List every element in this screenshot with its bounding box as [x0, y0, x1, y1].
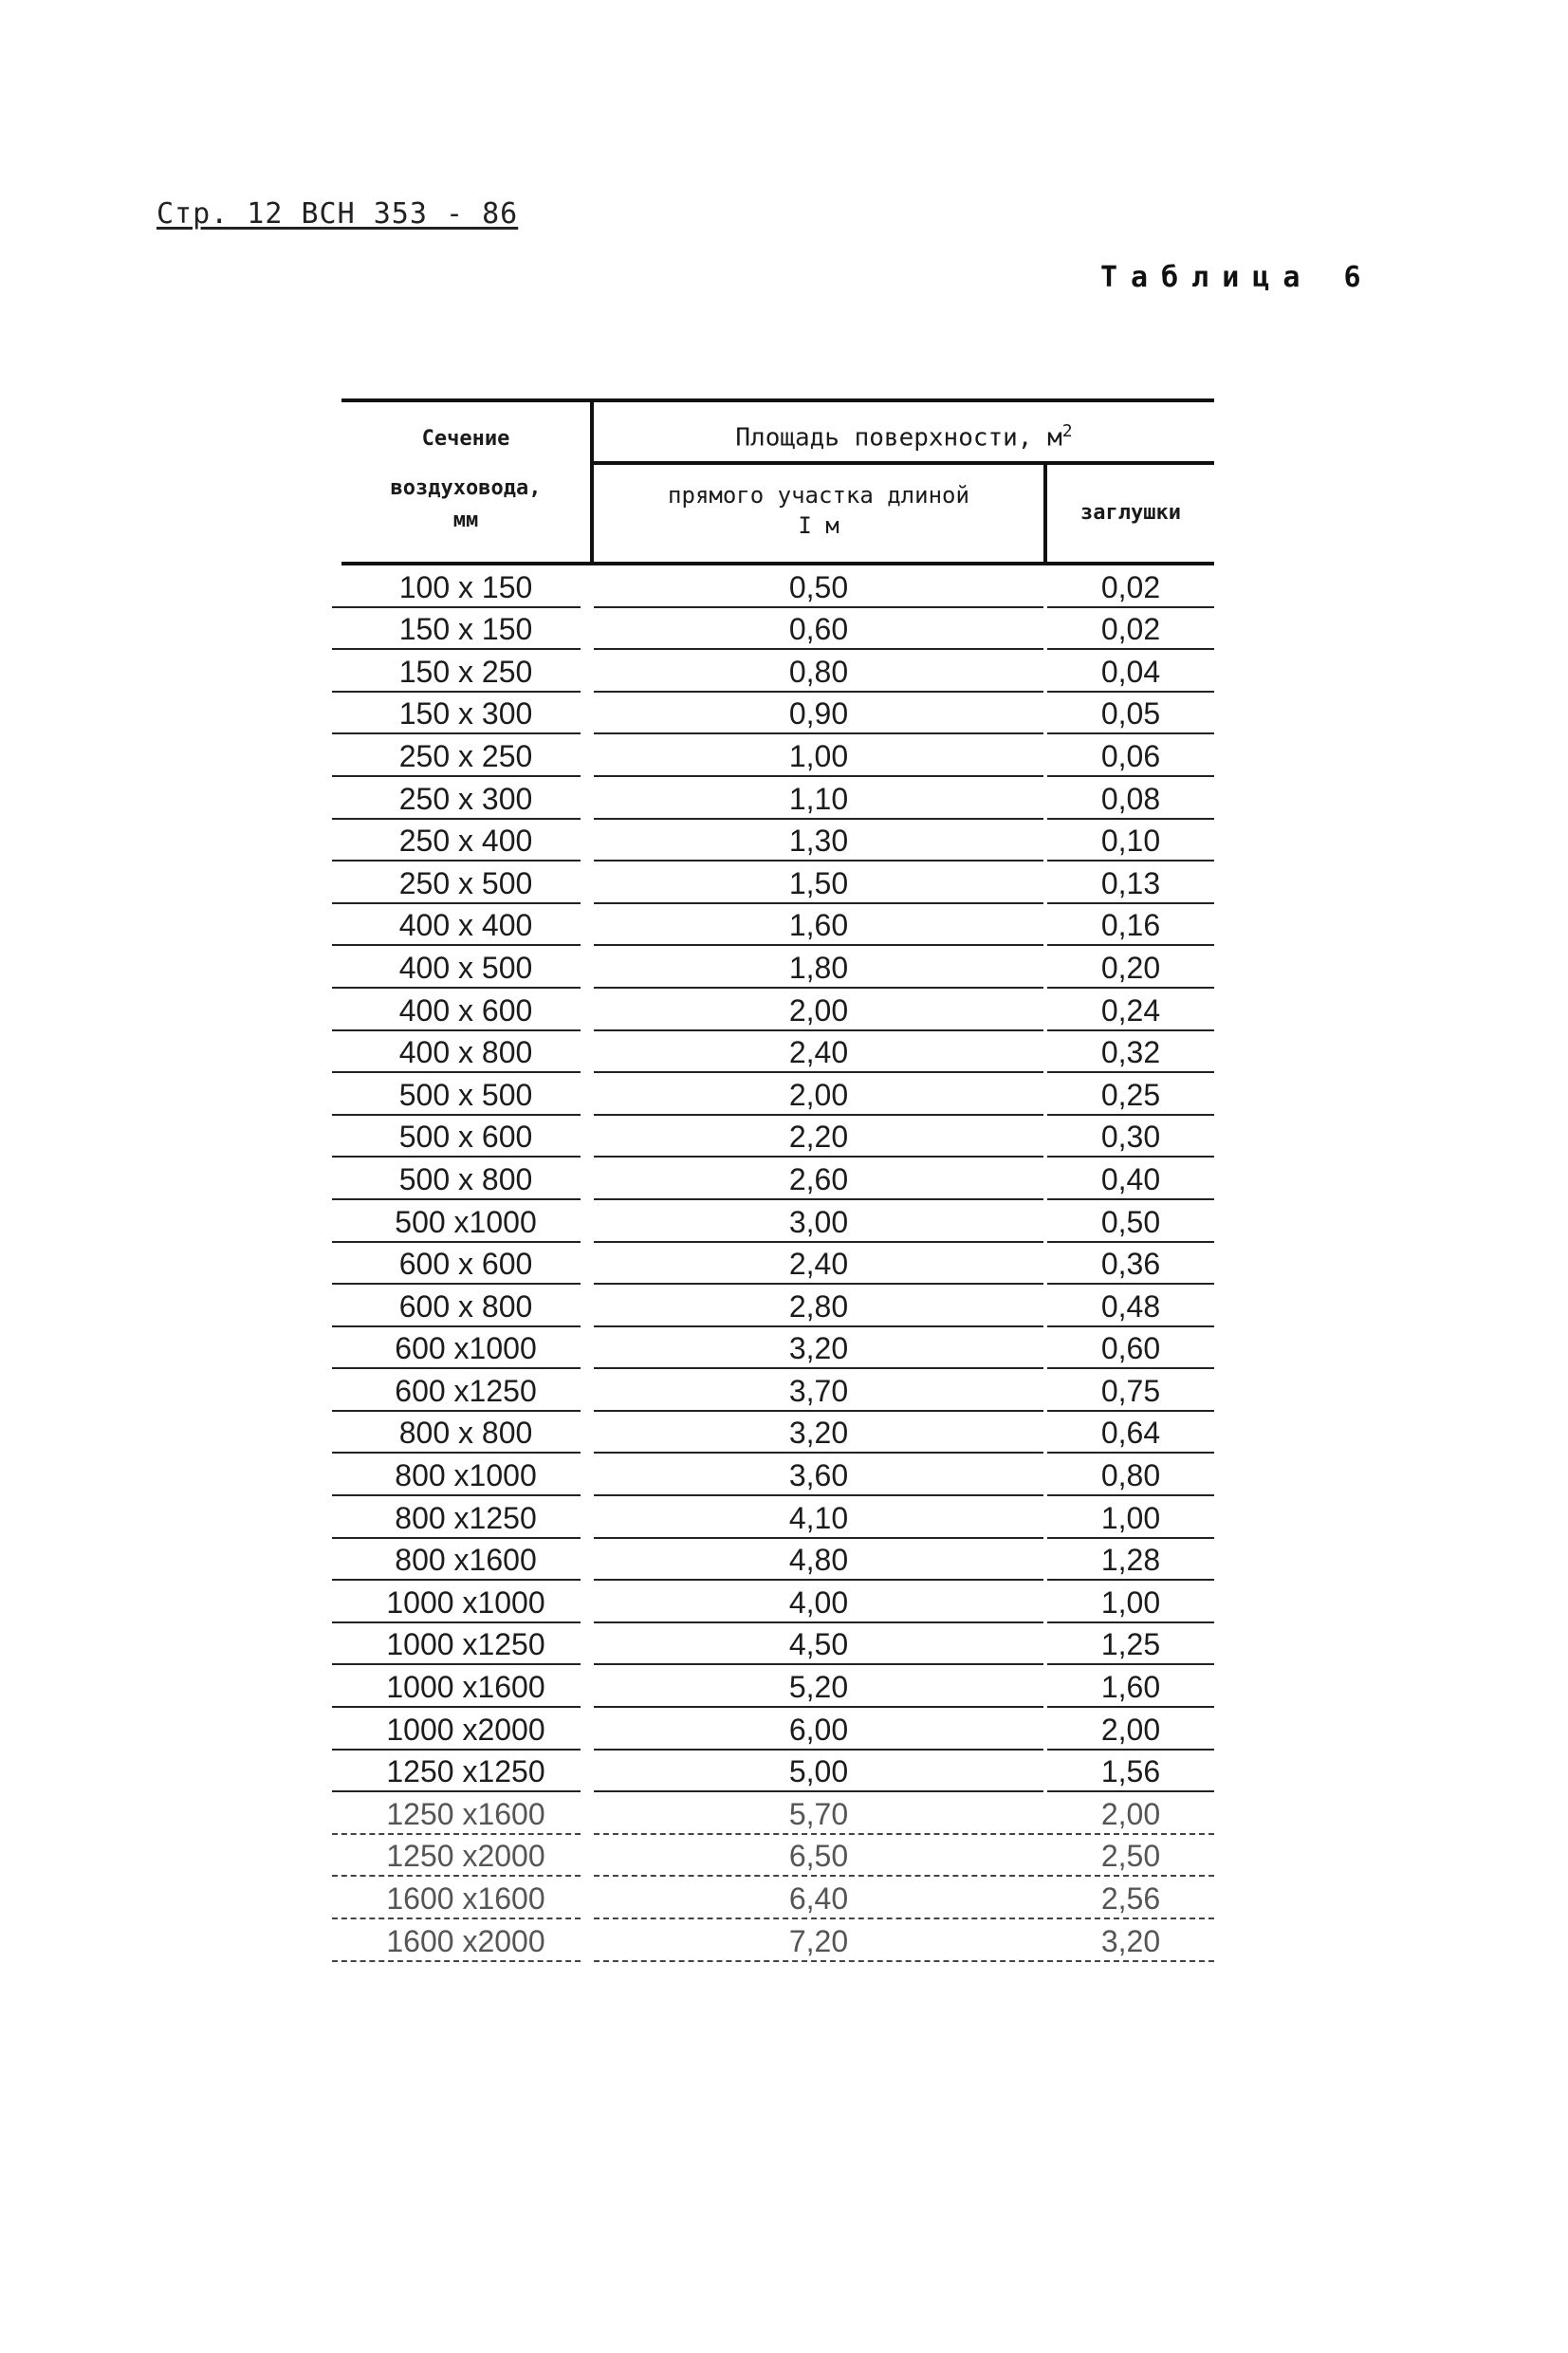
- cell-straight-area: 1,50: [788, 865, 849, 900]
- cell-section: 1000 x1600: [386, 1670, 545, 1705]
- table-row: [341, 734, 1214, 777]
- table-row: [341, 608, 1214, 651]
- table-row: [341, 946, 1214, 989]
- table-row: [341, 904, 1214, 947]
- cell-straight-area: 3,70: [788, 1373, 849, 1408]
- page-header: Стр. 12 ВСН 353 - 86: [157, 197, 519, 231]
- cell-straight-area: 1,30: [788, 824, 849, 859]
- cell-cap-area: 2,00: [1100, 1712, 1161, 1747]
- cell-straight-area: 4,10: [788, 1500, 849, 1535]
- table-row: [341, 1751, 1214, 1793]
- cell-section: 800 x1600: [395, 1543, 537, 1578]
- row-rule: [1047, 1960, 1214, 1962]
- cell-section: 800 x 800: [398, 1416, 533, 1451]
- col-header-section-line3: мм: [452, 509, 479, 532]
- cell-cap-area: 0,13: [1100, 865, 1161, 900]
- cell-section: 800 x1000: [395, 1458, 537, 1493]
- cell-section: 400 x 400: [398, 908, 533, 943]
- cell-section: 1600 x2000: [386, 1923, 545, 1958]
- cell-section: 500 x 600: [398, 1120, 533, 1155]
- col-header-straight-line2: I м: [798, 512, 839, 539]
- cell-straight-area: 2,40: [788, 1035, 849, 1070]
- cell-straight-area: 7,20: [788, 1923, 849, 1958]
- table-row: [341, 1327, 1214, 1370]
- cell-cap-area: 0,75: [1100, 1373, 1161, 1408]
- table-row: [341, 693, 1214, 735]
- table-row: [341, 1665, 1214, 1708]
- table-row: [341, 1116, 1214, 1158]
- cell-section: 600 x1000: [395, 1331, 537, 1366]
- table-row: [341, 1073, 1214, 1116]
- table-body: [341, 565, 1214, 1962]
- row-rule: [594, 1960, 1043, 1962]
- table-caption: Таблица 6: [1100, 261, 1374, 294]
- table-row: [341, 1581, 1214, 1623]
- table-row: [341, 1031, 1214, 1074]
- col-header-cap: заглушки: [1080, 501, 1181, 525]
- cell-straight-area: 1,00: [788, 738, 849, 773]
- table-row: [341, 1792, 1214, 1835]
- cell-cap-area: 0,50: [1100, 1204, 1161, 1239]
- cell-section: 600 x 600: [398, 1247, 533, 1282]
- table-row: [341, 1285, 1214, 1327]
- table-row: [341, 1369, 1214, 1412]
- cell-straight-area: 3,60: [788, 1458, 849, 1493]
- col-header-section-line1: Сечение: [421, 427, 510, 451]
- cell-cap-area: 0,30: [1100, 1120, 1161, 1155]
- table-row: [341, 1708, 1214, 1751]
- cell-straight-area: 4,80: [788, 1543, 849, 1578]
- cell-cap-area: 1,00: [1100, 1500, 1161, 1535]
- cell-cap-area: 0,80: [1100, 1458, 1161, 1493]
- table-header: [341, 398, 1214, 565]
- cell-section: 100 x 150: [398, 569, 533, 604]
- cell-straight-area: 0,90: [788, 696, 849, 732]
- duct-surface-area-table: [341, 398, 1214, 1962]
- cell-straight-area: 4,00: [788, 1584, 849, 1620]
- cell-straight-area: 5,70: [788, 1796, 849, 1831]
- cell-cap-area: 0,02: [1100, 612, 1161, 647]
- table-row: [341, 1412, 1214, 1454]
- cell-straight-area: 5,00: [788, 1754, 849, 1789]
- cell-section: 250 x 500: [398, 865, 533, 900]
- cell-section: 1250 x2000: [386, 1839, 545, 1874]
- cell-straight-area: 0,80: [788, 654, 849, 689]
- table-row: [341, 650, 1214, 693]
- cell-cap-area: 0,02: [1100, 569, 1161, 604]
- cell-cap-area: 0,25: [1100, 1077, 1161, 1112]
- col-header-section: [341, 402, 590, 562]
- cell-section: 250 x 300: [398, 781, 533, 816]
- cell-straight-area: 0,60: [788, 612, 849, 647]
- table-row: [341, 777, 1214, 820]
- cell-straight-area: 1,80: [788, 950, 849, 985]
- cell-section: 1000 x1000: [386, 1584, 545, 1620]
- cell-cap-area: 0,36: [1100, 1247, 1161, 1282]
- cell-cap-area: 1,00: [1100, 1584, 1161, 1620]
- cell-cap-area: 1,28: [1100, 1543, 1161, 1578]
- cell-straight-area: 2,00: [788, 992, 849, 1028]
- cell-straight-area: 2,40: [788, 1247, 849, 1282]
- cell-straight-area: 4,50: [788, 1627, 849, 1662]
- cell-section: 1600 x1600: [386, 1881, 545, 1916]
- cell-cap-area: 2,56: [1100, 1881, 1161, 1916]
- cell-section: 150 x 150: [398, 612, 533, 647]
- cell-straight-area: 2,20: [788, 1120, 849, 1155]
- cell-section: 400 x 800: [398, 1035, 533, 1070]
- cell-section: 1250 x1600: [386, 1796, 545, 1831]
- cell-cap-area: 0,60: [1100, 1331, 1161, 1366]
- table-row: [341, 1200, 1214, 1243]
- cell-straight-area: 6,00: [788, 1712, 849, 1747]
- cell-straight-area: 5,20: [788, 1670, 849, 1705]
- table-row: [341, 565, 1214, 608]
- table-row: [341, 1243, 1214, 1286]
- cell-cap-area: 0,08: [1100, 781, 1161, 816]
- cell-section: 500 x 500: [398, 1077, 533, 1112]
- cell-cap-area: 0,24: [1100, 992, 1161, 1028]
- cell-section: 600 x1250: [395, 1373, 537, 1408]
- table-row: [341, 1454, 1214, 1496]
- table-row: [341, 1919, 1214, 1962]
- cell-straight-area: 2,00: [788, 1077, 849, 1112]
- cell-straight-area: 1,60: [788, 908, 849, 943]
- table-row: [341, 1539, 1214, 1582]
- table-row: [341, 862, 1214, 904]
- cell-straight-area: 0,50: [788, 569, 849, 604]
- table-row: [341, 820, 1214, 862]
- cell-cap-area: 1,56: [1100, 1754, 1161, 1789]
- table-row: [341, 1877, 1214, 1919]
- cell-cap-area: 0,40: [1100, 1161, 1161, 1196]
- cell-section: 500 x 800: [398, 1161, 533, 1196]
- cell-straight-area: 3,20: [788, 1331, 849, 1366]
- cell-section: 500 x1000: [395, 1204, 537, 1239]
- cell-section: 1000 x1250: [386, 1627, 545, 1662]
- cell-section: 800 x1250: [395, 1500, 537, 1535]
- table-row: [341, 1623, 1214, 1666]
- table-row: [341, 989, 1214, 1031]
- col-group-header-unit-exp: 2: [1061, 421, 1073, 441]
- col-header-straight-line1: прямого участка длиной: [668, 482, 969, 509]
- cell-section: 1250 x1250: [386, 1754, 545, 1789]
- cell-cap-area: 0,10: [1100, 824, 1161, 859]
- cell-cap-area: 0,06: [1100, 738, 1161, 773]
- col-header-straight: [594, 465, 1043, 562]
- cell-cap-area: 0,64: [1100, 1416, 1161, 1451]
- cell-section: 400 x 600: [398, 992, 533, 1028]
- table-row: [341, 1835, 1214, 1878]
- cell-section: 600 x 800: [398, 1288, 533, 1324]
- table-row: [341, 1158, 1214, 1200]
- cell-section: 400 x 500: [398, 950, 533, 985]
- cell-straight-area: 1,10: [788, 781, 849, 816]
- col-header-section-line2: воздуховода,: [390, 476, 542, 500]
- cell-section: 1000 x2000: [386, 1712, 545, 1747]
- cell-cap-area: 2,50: [1100, 1839, 1161, 1874]
- cell-cap-area: 0,16: [1100, 908, 1161, 943]
- cell-section: 250 x 250: [398, 738, 533, 773]
- cell-cap-area: 0,48: [1100, 1288, 1161, 1324]
- cell-straight-area: 3,00: [788, 1204, 849, 1239]
- col-group-header-area: [594, 402, 1214, 465]
- cell-straight-area: 6,40: [788, 1881, 849, 1916]
- cell-cap-area: 3,20: [1100, 1923, 1161, 1958]
- cell-straight-area: 2,80: [788, 1288, 849, 1324]
- cell-cap-area: 0,32: [1100, 1035, 1161, 1070]
- table-row: [341, 1496, 1214, 1539]
- cell-cap-area: 2,00: [1100, 1796, 1161, 1831]
- cell-straight-area: 3,20: [788, 1416, 849, 1451]
- cell-cap-area: 0,05: [1100, 696, 1161, 732]
- cell-section: 150 x 250: [398, 654, 533, 689]
- cell-section: 150 x 300: [398, 696, 533, 732]
- cell-cap-area: 1,25: [1100, 1627, 1161, 1662]
- cell-section: 250 x 400: [398, 824, 533, 859]
- row-rule: [332, 1960, 581, 1962]
- cell-cap-area: 0,20: [1100, 950, 1161, 985]
- cell-cap-area: 1,60: [1100, 1670, 1161, 1705]
- cell-straight-area: 2,60: [788, 1161, 849, 1196]
- cell-straight-area: 6,50: [788, 1839, 849, 1874]
- col-group-header-text: Площадь поверхности, м: [735, 423, 1062, 453]
- cell-cap-area: 0,04: [1100, 654, 1161, 689]
